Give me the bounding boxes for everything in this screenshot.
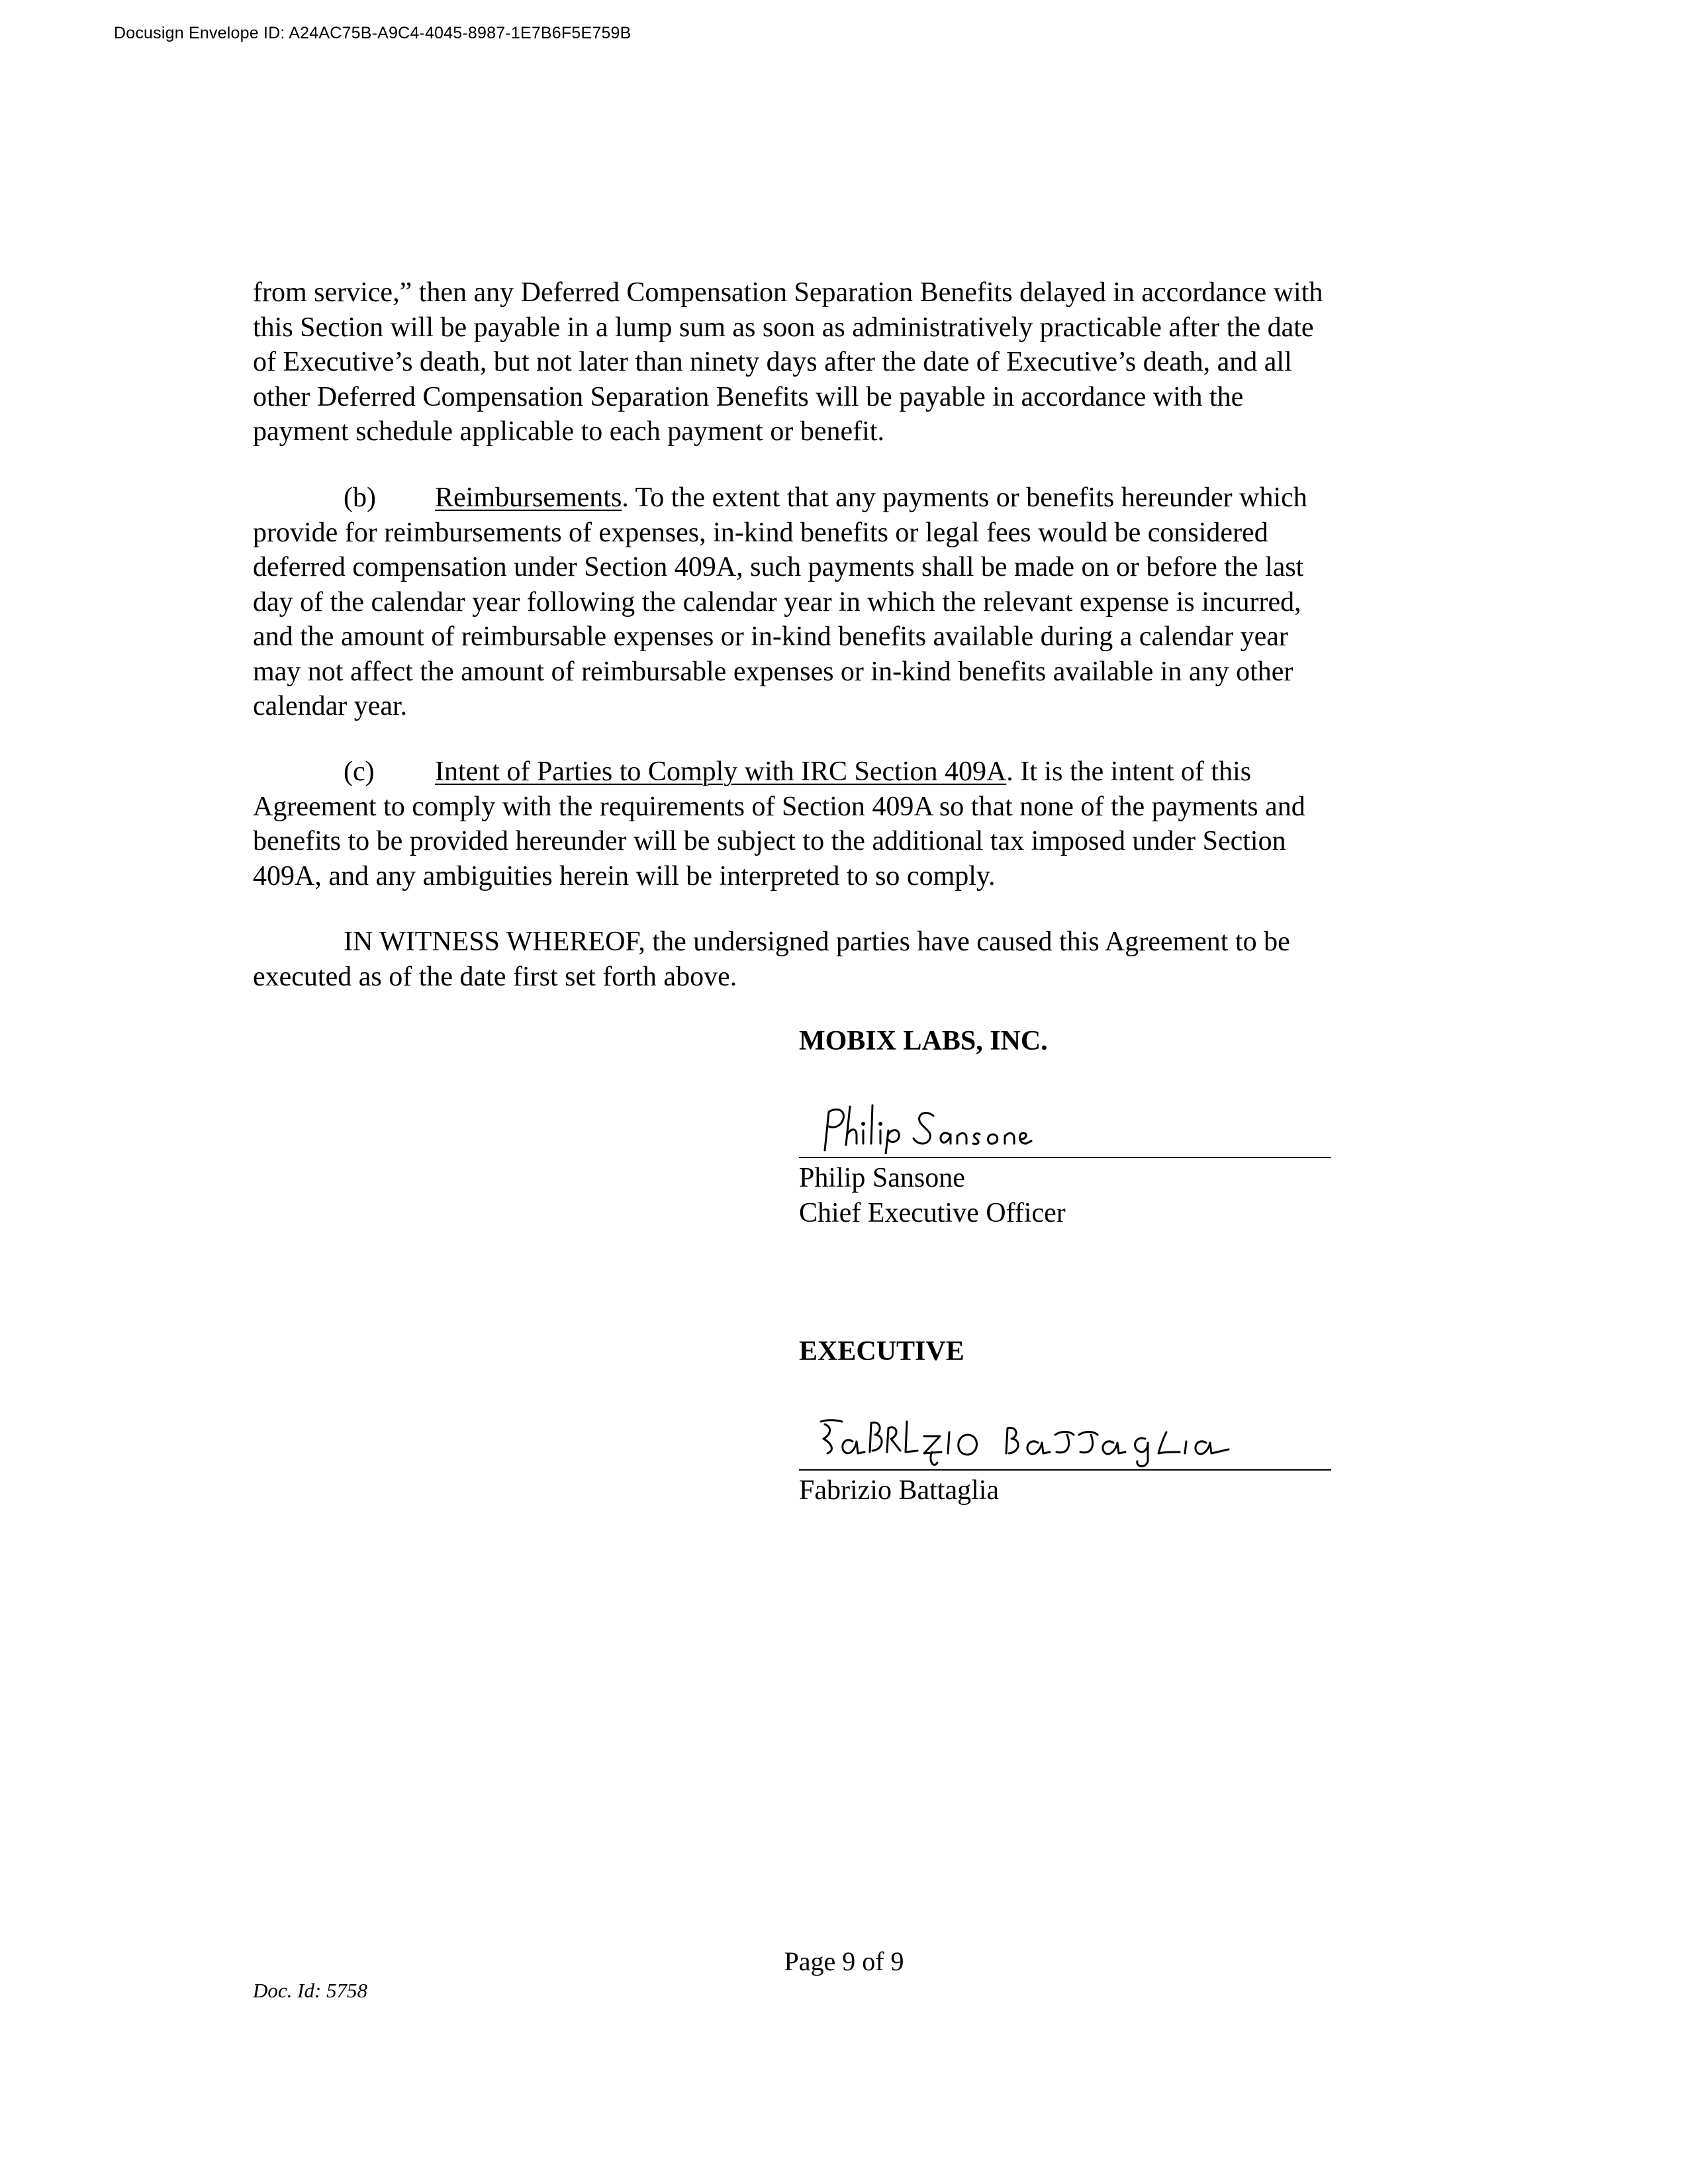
docusign-envelope-id: Docusign Envelope ID: A24AC75B-A9C4-4045-8987-1E7B6F5E759B [114,24,632,42]
company-name: MOBIX LABS, INC. [799,1026,1048,1056]
section-heading-intent: Intent of Parties to Comply with IRC Section 409A [435,756,1007,787]
text-line: payment schedule applicable to each payment or benefit. [253,416,884,447]
text-line: calendar year. [253,691,408,721]
text-span: IN WITNESS WHEREOF, the undersigned parties have caused this Agreement to be [344,927,1290,957]
text-line: this Section will be payable in a lump sum as soon as administratively practicable after the date [253,312,1314,343]
text-line: of Executive’s death, but not later than ninety days after the date of Executive’s death, and all [253,347,1292,377]
signer-title: Chief Executive Officer [799,1197,1066,1228]
text-line: benefits to be provided hereunder will be subject to the additional tax imposed under Section [253,826,1286,856]
section-heading-reimbursements: Reimbursements [435,482,622,513]
text-line [253,925,1418,960]
text-line: other Deferred Compensation Separation Benefits will be payable in accordance with the [253,381,1244,412]
text-line [253,754,1418,790]
page-number: Page 9 of 9 [784,1946,904,1976]
witness-paragraph [253,925,1418,994]
text-line: and the amount of reimbursable expenses or in-kind benefits available during a calendar year [253,621,1288,652]
executive-signature-image [814,1408,1278,1472]
text-line [253,480,1418,516]
intent-paragraph [253,754,1418,893]
text-line: provide for reimbursements of expenses, in-kind benefits or legal fees would be considered [253,517,1268,548]
text-line: may not affect the amount of reimbursable expenses or in-kind benefits available in any other [253,656,1293,687]
executive-signature-line [799,1469,1331,1471]
text-line: executed as of the date first set forth above. [253,961,737,992]
text-line: Agreement to comply with the requirements of Section 409A so that none of the payments and [253,791,1305,822]
text-line: day of the calendar year following the calendar year in which the relevant expense is incurred, [253,586,1301,617]
signer-name: Philip Sansone [799,1163,965,1193]
signer-name: Fabrizio Battaglia [799,1475,1000,1506]
ceo-signer-block [799,1161,1066,1230]
text-line: deferred compensation under Section 409A, such payments shall be made on or before the last [253,552,1304,582]
section-label-c: (c) [344,756,375,787]
executive-heading: EXECUTIVE [799,1336,964,1367]
executive-signer-block [799,1473,999,1508]
ceo-signature-line [799,1157,1331,1158]
doc-id: Doc. Id: 5758 [253,1979,368,2002]
text-line: 409A, and any ambiguities herein will be interpreted to so comply. [253,860,996,891]
section-label-b: (b) [344,482,376,513]
text-span: . It is the intent of this [1006,756,1252,787]
ceo-signature-image [820,1099,1058,1154]
text-span: . To the extent that any payments or benefits hereunder which [622,482,1307,513]
text-line: from service,” then any Deferred Compensation Separation Benefits delayed in accordance with [253,277,1323,308]
continuation-paragraph [253,275,1418,449]
reimbursements-paragraph [253,480,1418,724]
